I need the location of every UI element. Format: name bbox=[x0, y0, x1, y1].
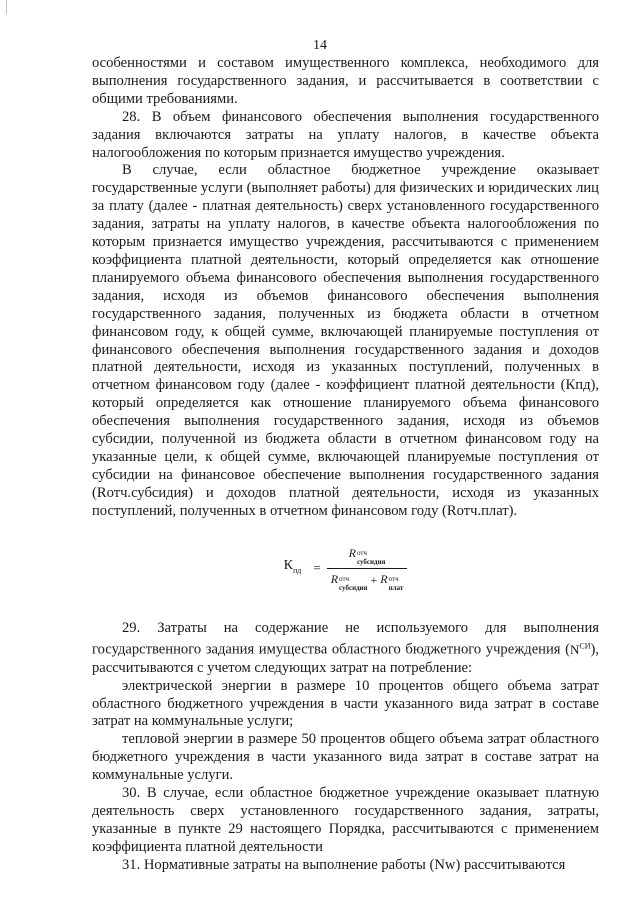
paragraph-continuation: особенностями и составом имущественного комплекса, необходимого для выполнения государственного задания, и рассчитывается в соответствии с общими требованиями. bbox=[92, 55, 599, 107]
r-subsidiya-term bbox=[349, 545, 386, 566]
paragraph-28-paid-activity: В случае, если областное бюджетное учреждение оказывает государственные услуги (выполняет работы) для физических и юридических лиц за плату (далее - платная деятельность) сверх установленного государственного задания, затраты на уплату налогов, в качестве объекта налогообложения по которым признается имущество учреждения, рассчитываются с применением коэффициента платной деятельности, который определяется как отношение планируемого объема финансового обеспечения выполнения государственного задания, исходя из объемов финансового обеспечения выполнения государственного задания, полученных из бюджета области в отчетном финансовом году, к общей сумме, включающей планируемые поступления от финансового обеспечения выполнения государственного задания и доходов платной деятельности, исходя из указанных поступлений, полученных в отчетном финансовом году (далее - коэффициент платной деятельности (Кпд), который определяется как отношение планируемого объема финансового обеспечения выполнения государственного задания, исходя из объемов субсидии, полученной из бюджета области в отчетном финансовом году на указанные цели, к общей сумме, включающей планируемые поступления от субсидии на финансовое обеспечение выполнения государственного задания (Rотч.субсидия) и доходов платной деятельности, исходя из указанных поступлений, полученных в отчетном финансовом году (Rотч.плат). bbox=[92, 162, 599, 519]
r-symbol: R bbox=[380, 571, 388, 586]
paragraph-28: 28. В объем финансового обеспечения выполнения государственного задания включаются затраты на уплату налогов, в качестве объекта налогообложения по которым признается имущество учреждения. bbox=[92, 108, 599, 161]
ncu-sup: СИ bbox=[579, 641, 591, 651]
kpd-formula bbox=[92, 545, 599, 592]
formula-equals: = bbox=[313, 560, 321, 576]
paragraph-29-text-start: 29. Затраты на содержание не используемого для выполнения государственного задания имущества областного бюджетного учреждения ( bbox=[92, 619, 599, 658]
scan-artifact-line bbox=[6, 0, 7, 14]
page-number: 14 bbox=[313, 38, 327, 53]
formula-plus: + bbox=[370, 573, 378, 588]
ncu-symbol bbox=[570, 642, 591, 657]
formula-fraction bbox=[327, 545, 408, 592]
r-sup-otch: отч bbox=[388, 574, 399, 583]
r-sub-subsidiya: субсидия bbox=[356, 557, 386, 566]
r-symbol: R bbox=[348, 545, 356, 560]
formula-lhs-base: К bbox=[283, 557, 293, 573]
r-sup-otch: отч bbox=[339, 574, 350, 583]
r-sup-otch: отч bbox=[356, 548, 367, 557]
r-subsidiya-term bbox=[331, 571, 368, 592]
paragraph-31: 31. Нормативные затраты на выполнение работы (Nw) рассчитываются bbox=[122, 856, 566, 873]
paragraph-29-heat: тепловой энергии в размере 50 процентов общего объема затрат областного бюджетного учреждения в части указанного вида затрат в составе затрат на коммунальные услуги. bbox=[92, 731, 599, 784]
r-symbol: R bbox=[330, 571, 339, 586]
formula-lhs-sub: пд bbox=[293, 565, 302, 575]
paragraph-29-electricity: электрической энергии в размере 10 процентов общего объема затрат областного бюджетного учреждения в части указанного вида затрат в составе затрат на коммунальные услуги; bbox=[92, 677, 599, 730]
r-sub-subsidiya: субсидия bbox=[339, 583, 368, 592]
paragraph-29-text-end: ), рассчитываются с учетом следующих затрат на потребление: bbox=[92, 641, 599, 676]
paragraph-30: 30. В случае, если областное бюджетное учреждение оказывает платную деятельность сверх установленного государственного задания, затраты, указанные в пункте 29 настоящего Порядка, рассчитываются с применением коэффициента платной деятельности bbox=[92, 785, 599, 855]
r-sub-plat: плат bbox=[388, 583, 404, 592]
formula-numerator bbox=[345, 545, 390, 568]
document-body bbox=[92, 55, 599, 875]
ncu-base: N bbox=[569, 641, 580, 657]
formula-denominator bbox=[327, 569, 408, 592]
paragraph-29 bbox=[92, 620, 599, 678]
formula-lhs bbox=[284, 557, 302, 580]
r-plat-term bbox=[380, 571, 403, 592]
